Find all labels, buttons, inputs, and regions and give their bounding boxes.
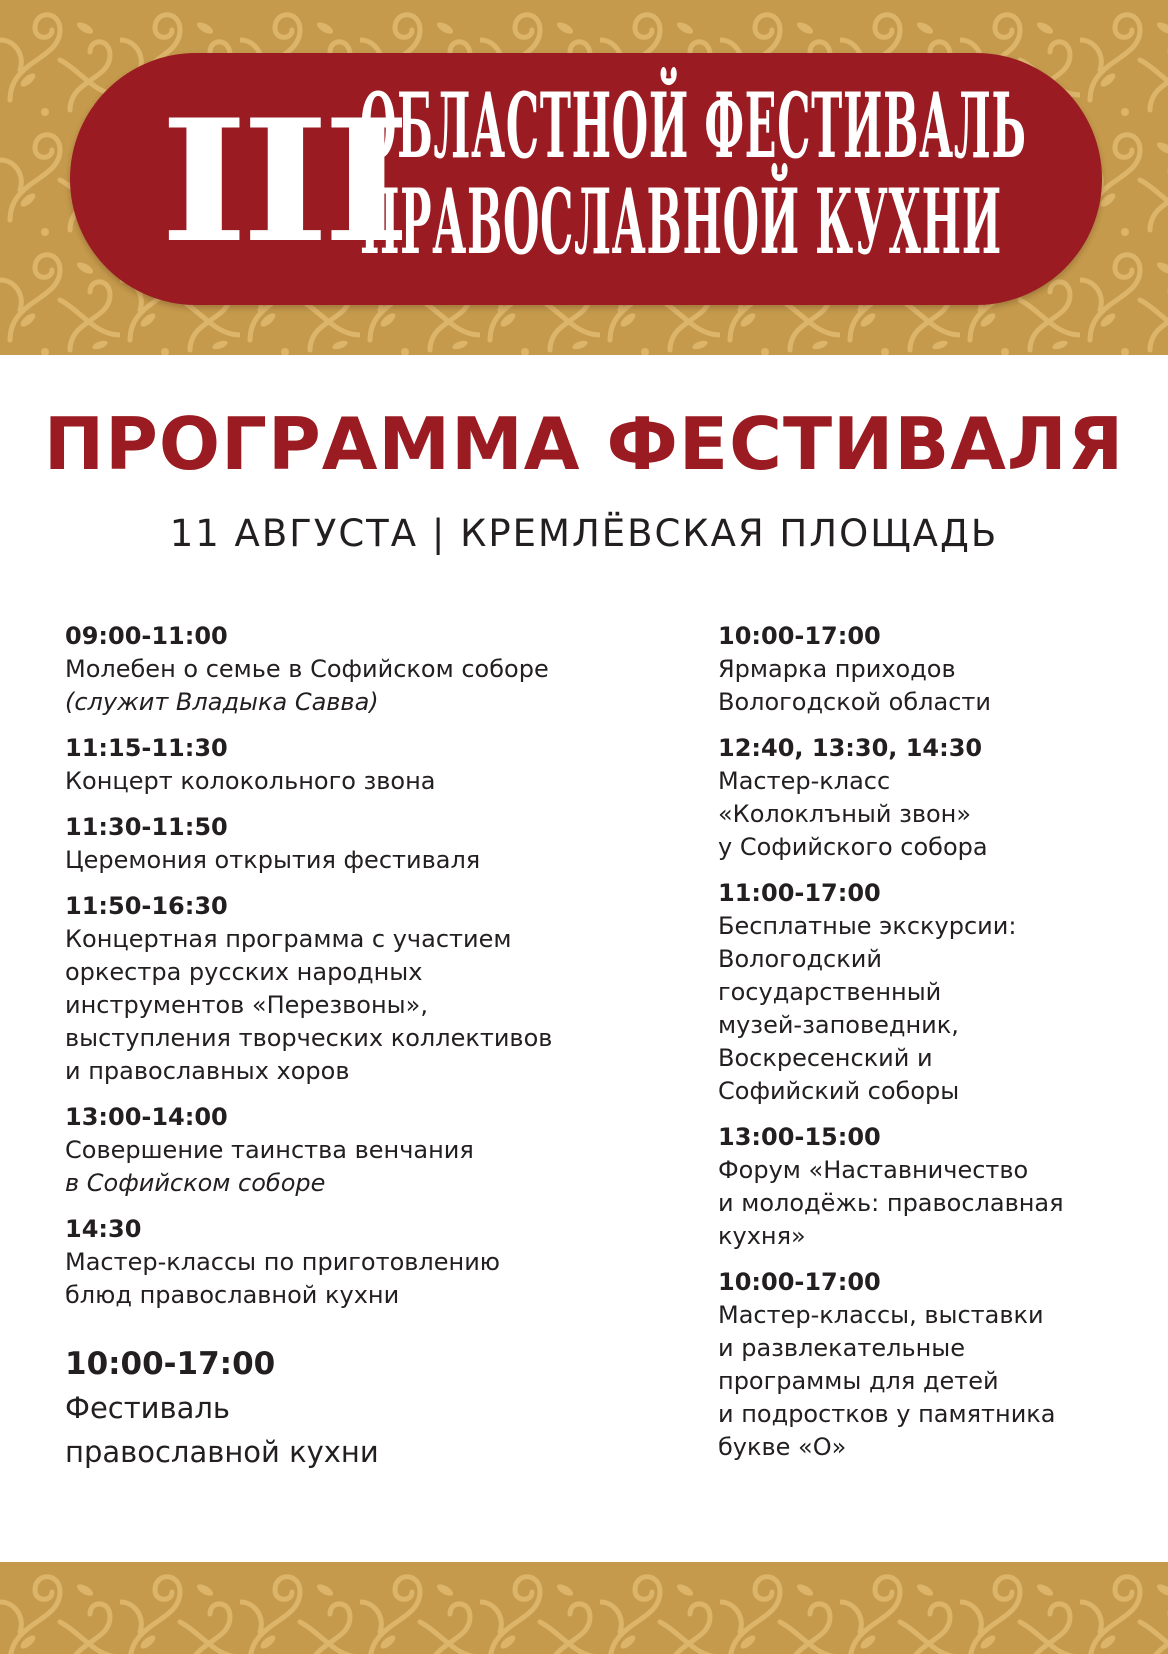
schedule-item (65, 1101, 625, 1200)
event-time: 09:00-11:00 (65, 622, 228, 650)
edition-numeral: III (160, 82, 404, 280)
event-description: Бесплатные экскурсии: Вологодский государственный музей-заповедник, Воскресенский и Софийский соборы (718, 912, 1017, 1105)
event-description: Концертная программа с участием оркестра русских народных инструментов «Перезвоны», выступления творческих коллективов и православных хоров (65, 925, 553, 1085)
event-description: Церемония открытия фестиваля (65, 846, 481, 874)
event-time: 13:00-14:00 (65, 1103, 228, 1131)
schedule-item (65, 620, 625, 719)
event-time: 13:00-15:00 (718, 1123, 881, 1151)
event-description: Форум «Наставничество и молодёжь: православная кухня» (718, 1156, 1064, 1250)
schedule-right-column (718, 620, 1138, 1477)
event-time: 11:30-11:50 (65, 813, 228, 841)
event-time: 11:15-11:30 (65, 734, 228, 762)
ornament-pattern-bottom (0, 1562, 1168, 1654)
schedule-item-featured (65, 1342, 625, 1474)
schedule-item (718, 620, 1138, 719)
program-heading: ПРОГРАММА ФЕСТИВАЛЯ (43, 402, 1125, 486)
event-description: Мастер-классы по приготовлению блюд православной кухни (65, 1248, 500, 1309)
schedule-item (65, 811, 625, 877)
event-note: (служит Владыка Савва) (65, 688, 379, 716)
event-description: Фестиваль православной кухни (65, 1391, 379, 1469)
schedule-item (718, 1121, 1138, 1253)
event-time: 11:50-16:30 (65, 892, 228, 920)
schedule-item (718, 1266, 1138, 1464)
event-description: Молебен о семье в Софийском соборе (65, 655, 549, 683)
event-time: 10:00-17:00 (718, 1268, 881, 1296)
event-time: 10:00-17:00 (718, 622, 881, 650)
event-time: 10:00-17:00 (65, 1346, 276, 1382)
bottom-ornament-band (0, 1562, 1168, 1654)
schedule-item (718, 732, 1138, 864)
event-description: Мастер-классы, выставки и развлекательные программы для детей и подростков у памятника букве «О» (718, 1301, 1056, 1461)
event-description: Совершение таинства венчания (65, 1136, 474, 1164)
schedule-item (718, 877, 1138, 1108)
event-time: 14:30 (65, 1215, 142, 1243)
event-description: Ярмарка приходов Вологодской области (718, 655, 991, 716)
festival-title-line-1: ОБЛАСТНОЙ ФЕСТИВАЛЬ (360, 73, 1027, 179)
event-time: 12:40, 13:30, 14:30 (718, 734, 983, 762)
schedule-item (65, 890, 625, 1088)
festival-title-line-2: ПРАВОСЛАВНОЙ КУХНИ (360, 169, 1002, 275)
schedule-item (65, 732, 625, 798)
date-location: 11 АВГУСТА | КРЕМЛЁВСКАЯ ПЛОЩАДЬ (169, 512, 999, 555)
event-description: Концерт колокольного звона (65, 767, 436, 795)
event-time: 11:00-17:00 (718, 879, 881, 907)
event-note: в Софийском соборе (65, 1169, 326, 1197)
festival-title-banner (70, 53, 1102, 305)
schedule-left-column (65, 620, 625, 1487)
schedule-item (65, 1213, 625, 1312)
event-description: Мастер-класс «Колоклъный звон» у Софийского собора (718, 767, 988, 861)
